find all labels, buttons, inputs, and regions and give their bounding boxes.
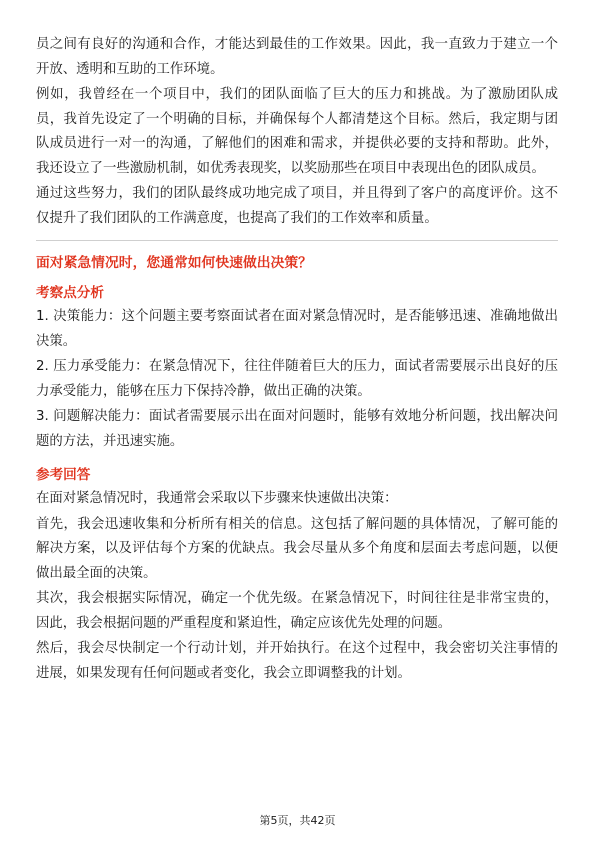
section-gap — [36, 455, 558, 463]
body-paragraph: 例如，我曾经在一个项目中，我们的团队面临了巨大的压力和挑战。为了激励团队成员，我首先设定了一个明确的目标，并确保每个人都清楚这个目标。然后，我定期与团队成员进行一对一的沟通，了解他们的困难和需求，并提供必要的支持和帮助。此外，我还设立了一些激励机制，如优秀表现奖，以奖励那些在项目中表现出色的团队成员。 — [36, 87, 558, 176]
answer-paragraph: 在面对紧急情况时，我通常会采取以下步骤来快速做出决策： — [36, 491, 398, 506]
analysis-item: 1. 决策能力：这个问题主要考察面试者在面对紧急情况时，是否能够迅速、准确地做出决策。 — [36, 309, 558, 349]
question-heading: 面对紧急情况时，您通常如何快速做出决策？ — [36, 255, 312, 271]
page-number: 第5页，共42页 — [259, 814, 336, 827]
body-paragraph: 通过这些努力，我们的团队最终成功地完成了项目，并且得到了客户的高度评价。这不仅提升了我们团队的工作满意度，也提高了我们的工作效率和质量。 — [36, 186, 558, 226]
section-divider — [36, 240, 558, 241]
analysis-item: 3. 问题解决能力：面试者需要展示出在面对问题时，能够有效地分析问题，找出解决问题的方法，并迅速实施。 — [36, 409, 558, 449]
answer-paragraph: 首先，我会迅速收集和分析所有相关的信息。这包括了解问题的具体情况，了解可能的解决方案，以及评估每个方案的优缺点。我会尽量从多个角度和层面去考虑问题，以便做出最全面的决策。 — [36, 516, 558, 581]
answer-heading: 参考回答 — [36, 467, 91, 483]
answer-paragraph: 然后，我会尽快制定一个行动计划，并开始执行。在这个过程中，我会密切关注事情的进展，如果发现有任何问题或者变化，我会立即调整我的计划。 — [36, 641, 558, 681]
page-content — [36, 33, 558, 687]
analysis-item: 2. 压力承受能力：在紧急情况下，往往伴随着巨大的压力，面试者需要展示出良好的压力承受能力，能够在压力下保持冷静，做出正确的决策。 — [36, 359, 558, 399]
body-paragraph: 员之间有良好的沟通和合作，才能达到最佳的工作效果。因此，我一直致力于建立一个开放、透明和互助的工作环境。 — [36, 37, 558, 77]
analysis-heading: 考察点分析 — [36, 285, 104, 301]
answer-paragraph: 其次，我会根据实际情况，确定一个优先级。在紧急情况下，时间往往是非常宝贵的，因此，我会根据问题的严重程度和紧迫性，确定应该优先处理的问题。 — [36, 591, 558, 631]
